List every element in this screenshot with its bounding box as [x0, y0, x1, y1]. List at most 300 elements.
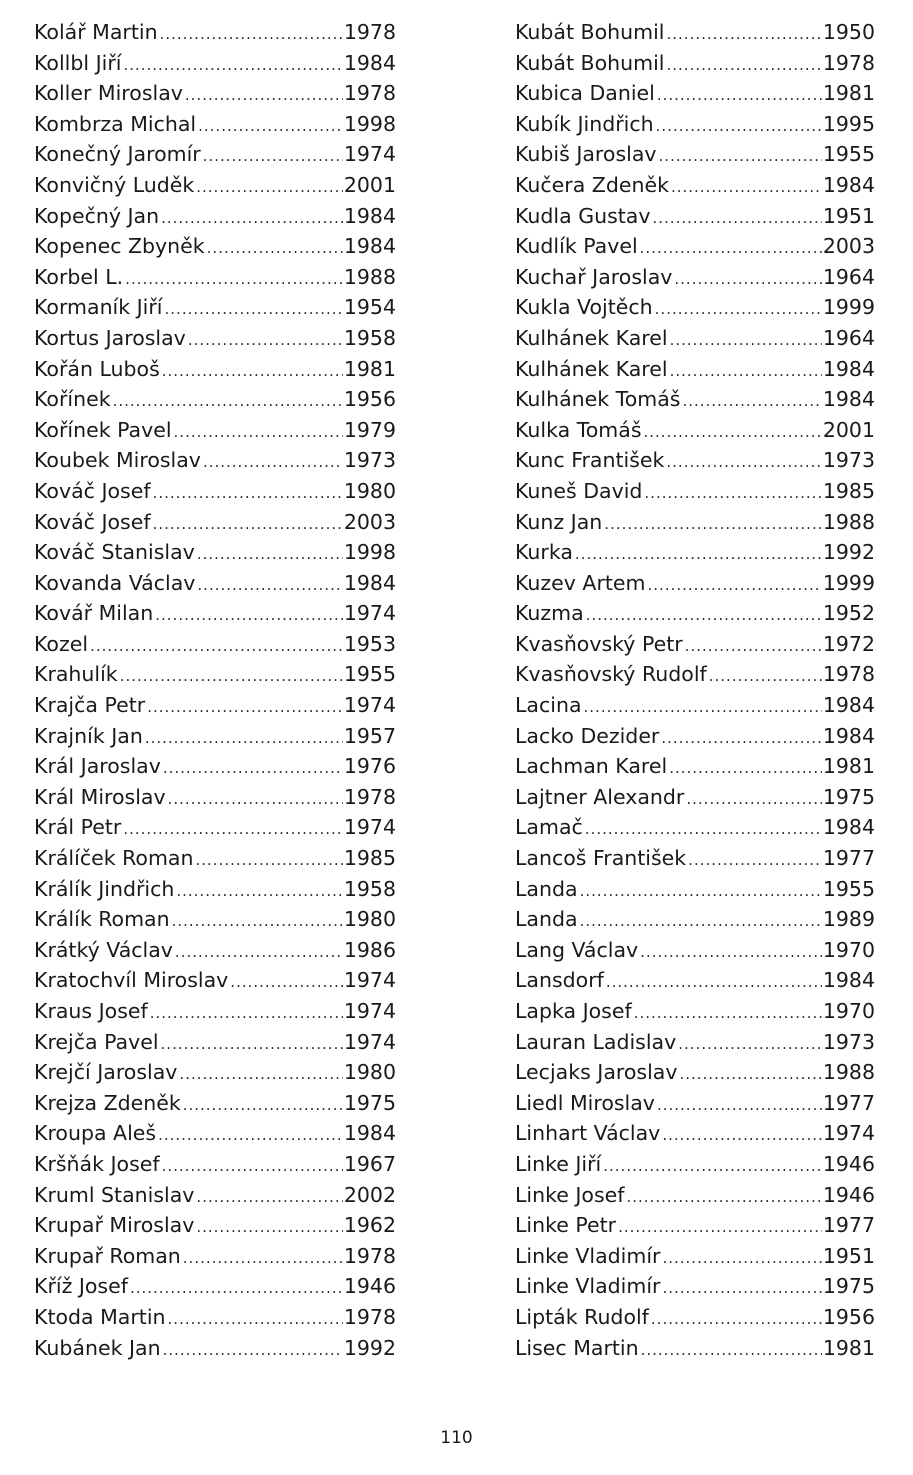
entry-name: Konvičný Luděk	[34, 172, 195, 197]
entry-year: 1974	[343, 968, 396, 993]
dot-leader	[179, 1059, 342, 1090]
dot-leader	[604, 509, 822, 540]
dot-leader	[183, 1090, 343, 1121]
dot-leader	[198, 111, 343, 142]
dot-leader	[606, 967, 822, 998]
entry-name: Kudla Gustav	[515, 203, 651, 228]
list-entry	[515, 445, 875, 476]
entry-year: 1964	[822, 325, 875, 350]
dot-leader	[686, 784, 821, 815]
entry-name: Kolář Martin	[34, 20, 158, 44]
entry-name: Krajník Jan	[34, 723, 143, 748]
dot-leader	[185, 80, 343, 111]
dot-leader	[203, 447, 343, 478]
entry-name: Kurka	[515, 540, 573, 565]
entry-name: Kratochvíl Miroslav	[34, 968, 229, 993]
list-entry	[515, 1149, 875, 1180]
entry-name: Lancoš František	[515, 846, 687, 871]
entry-year: 1978	[343, 1304, 396, 1329]
list-entry	[515, 1210, 875, 1241]
list-entry	[515, 629, 875, 660]
list-entry	[515, 598, 875, 629]
entry-year: 1978	[343, 20, 396, 44]
dot-leader	[653, 203, 822, 234]
dot-leader	[656, 111, 822, 142]
entry-year: 1953	[343, 631, 396, 656]
entry-name: Kuzev Artem	[515, 570, 646, 595]
entry-year: 1984	[343, 570, 396, 595]
dot-leader	[163, 753, 343, 784]
dot-leader	[188, 325, 343, 356]
entry-name: Konečný Jaromír	[34, 142, 201, 167]
entry-name: Kořán Luboš	[34, 356, 160, 381]
list-entry	[34, 690, 396, 721]
entry-year: 1970	[822, 999, 875, 1023]
list-entry	[34, 598, 396, 629]
entry-name: Kubiš Jaroslav	[515, 142, 657, 167]
name-list-right-column	[515, 17, 875, 1363]
entry-year: 1977	[822, 1213, 875, 1238]
dot-leader	[145, 723, 343, 754]
list-entry	[515, 384, 875, 415]
dot-leader	[155, 600, 343, 631]
dot-leader	[161, 1029, 343, 1060]
entry-name: Kruml Stanislav	[34, 1182, 195, 1207]
dot-leader	[150, 998, 343, 1029]
entry-name: Kováč Stanislav	[34, 540, 195, 565]
entry-name: Lachman Karel	[515, 754, 668, 779]
entry-name: Landa	[515, 876, 578, 901]
entry-year: 1975	[343, 1090, 396, 1115]
entry-year: 1999	[822, 570, 875, 595]
entry-year: 1970	[822, 937, 875, 962]
entry-name: Kulhánek Tomáš	[515, 387, 681, 412]
entry-year: 1955	[822, 876, 875, 901]
entry-year: 1978	[822, 662, 875, 687]
list-entry	[515, 1333, 875, 1364]
entry-name: Kováč Josef	[34, 478, 151, 503]
dot-leader	[125, 264, 343, 295]
entry-year: 1975	[822, 784, 875, 809]
list-entry	[515, 354, 875, 385]
list-entry	[515, 1241, 875, 1272]
dot-leader	[640, 937, 822, 968]
entry-name: Král Petr	[34, 815, 122, 840]
entry-year: 1998	[343, 540, 396, 565]
entry-year: 1956	[822, 1304, 875, 1329]
entry-year: 1984	[822, 968, 875, 993]
entry-name: Kvasňovský Rudolf	[515, 662, 707, 687]
entry-year: 1981	[343, 356, 396, 381]
dot-leader	[651, 1304, 822, 1335]
entry-name: Kulhánek Karel	[515, 356, 668, 381]
entry-year: 1988	[343, 264, 396, 289]
list-entry	[34, 1302, 396, 1333]
entry-year: 1980	[343, 907, 396, 932]
list-entry	[515, 1180, 875, 1211]
list-entry	[515, 659, 875, 690]
dot-leader	[662, 1243, 821, 1274]
entry-name: Kormaník Jiří	[34, 295, 163, 320]
entry-year: 1955	[822, 142, 875, 167]
dot-leader	[662, 1273, 821, 1304]
list-entry	[34, 812, 396, 843]
list-entry	[34, 1210, 396, 1241]
entry-name: Kudlík Pavel	[515, 234, 638, 259]
dot-leader	[671, 172, 822, 203]
dot-leader	[655, 294, 822, 325]
entry-name: Lecjaks Jaroslav	[515, 1060, 678, 1085]
list-entry	[515, 935, 875, 966]
list-entry	[515, 782, 875, 813]
list-entry	[515, 1118, 875, 1149]
entry-name: Kovanda Václav	[34, 570, 196, 595]
list-entry	[515, 996, 875, 1027]
dot-leader	[162, 1151, 343, 1182]
list-entry	[515, 231, 875, 262]
entry-name: Králík Roman	[34, 907, 170, 932]
list-entry	[34, 843, 396, 874]
dot-leader	[196, 172, 343, 203]
list-entry	[515, 874, 875, 905]
entry-name: Linke Vladimír	[515, 1243, 661, 1268]
list-entry	[515, 537, 875, 568]
entry-year: 1964	[822, 264, 875, 289]
entry-year: 1998	[343, 111, 396, 136]
entry-year: 1979	[343, 417, 396, 442]
dot-leader	[197, 570, 342, 601]
list-entry	[515, 323, 875, 354]
dot-leader	[648, 570, 822, 601]
entry-name: Kraus Josef	[34, 999, 148, 1023]
entry-year: 1985	[343, 846, 396, 871]
entry-name: Kříž Josef	[34, 1274, 128, 1299]
entry-name: Lisec Martin	[515, 1335, 639, 1360]
entry-year: 1984	[822, 815, 875, 840]
list-entry	[34, 1241, 396, 1272]
list-entry	[34, 1088, 396, 1119]
entry-name: Krejča Pavel	[34, 1029, 159, 1054]
dot-leader	[197, 539, 343, 570]
dot-leader	[667, 19, 822, 50]
entry-name: Kuneš David	[515, 478, 643, 503]
list-entry	[34, 17, 396, 48]
dot-leader	[709, 661, 822, 692]
entry-name: Kulka Tomáš	[515, 417, 642, 442]
list-entry	[34, 201, 396, 232]
list-entry	[34, 537, 396, 568]
dot-leader	[626, 1182, 821, 1213]
entry-year: 1950	[822, 20, 875, 44]
entry-name: Lapka Josef	[515, 999, 632, 1023]
entry-year: 1986	[343, 937, 396, 962]
list-entry	[34, 1057, 396, 1088]
list-entry	[515, 1302, 875, 1333]
entry-name: Kunc František	[515, 448, 665, 473]
entry-name: Král Jaroslav	[34, 754, 161, 779]
dot-leader	[670, 325, 822, 356]
list-entry	[34, 354, 396, 385]
dot-leader	[113, 386, 343, 417]
list-entry	[34, 1118, 396, 1149]
entry-year: 1973	[822, 448, 875, 473]
dot-leader	[640, 233, 822, 264]
entry-name: Kubánek Jan	[34, 1335, 161, 1360]
entry-year: 1984	[343, 50, 396, 75]
entry-year: 1972	[822, 631, 875, 656]
entry-name: Kováč Josef	[34, 509, 151, 534]
entry-name: Kopenec Zbyněk	[34, 234, 205, 259]
dot-leader	[120, 661, 343, 692]
dot-leader	[662, 1120, 822, 1151]
dot-leader	[174, 417, 343, 448]
entry-year: 1984	[343, 203, 396, 228]
entry-year: 1980	[343, 478, 396, 503]
entry-name: Kulhánek Karel	[515, 325, 668, 350]
entry-name: Kombrza Michal	[34, 111, 197, 136]
list-entry	[34, 782, 396, 813]
dot-leader	[670, 356, 822, 387]
dot-leader	[158, 1120, 343, 1151]
entry-name: Kučera Zdeněk	[515, 172, 669, 197]
entry-year: 1962	[343, 1213, 396, 1238]
dot-leader	[603, 1151, 822, 1182]
list-entry	[515, 812, 875, 843]
dot-leader	[176, 876, 342, 907]
entry-year: 1958	[343, 325, 396, 350]
list-entry	[515, 843, 875, 874]
dot-leader	[618, 1212, 822, 1243]
entry-year: 1981	[822, 1335, 875, 1360]
entry-name: Lacko Dezider	[515, 723, 660, 748]
entry-year: 1978	[343, 1243, 396, 1268]
entry-year: 1956	[343, 387, 396, 412]
list-entry	[34, 1333, 396, 1364]
entry-year: 1951	[822, 203, 875, 228]
entry-name: Kořínek	[34, 387, 111, 412]
entry-year: 1974	[343, 601, 396, 626]
entry-name: Lauran Ladislav	[515, 1029, 677, 1054]
entry-name: Koller Miroslav	[34, 81, 183, 106]
dot-leader	[644, 417, 822, 448]
dot-leader	[162, 356, 343, 387]
list-entry	[34, 323, 396, 354]
list-entry	[34, 507, 396, 538]
entry-year: 2001	[822, 417, 875, 442]
entry-name: Kovář Milan	[34, 601, 154, 626]
entry-year: 1989	[822, 907, 875, 932]
list-entry	[34, 965, 396, 996]
entry-name: Kunz Jan	[515, 509, 603, 534]
entry-year: 1955	[343, 662, 396, 687]
dot-leader	[230, 967, 343, 998]
dot-leader	[634, 998, 822, 1029]
dot-leader	[644, 478, 821, 509]
dot-leader	[183, 1243, 343, 1274]
page-number: 110	[440, 1428, 473, 1448]
dot-leader	[657, 1090, 822, 1121]
entry-name: Kubát Bohumil	[515, 20, 665, 44]
entry-year: 1984	[822, 723, 875, 748]
entry-name: Kortus Jaroslav	[34, 325, 186, 350]
entry-name: Koubek Miroslav	[34, 448, 201, 473]
entry-name: Linke Jiří	[515, 1151, 602, 1176]
dot-leader	[196, 845, 343, 876]
list-entry	[515, 690, 875, 721]
entry-year: 1951	[822, 1243, 875, 1268]
dot-leader	[641, 1335, 822, 1366]
entry-name: Ktoda Martin	[34, 1304, 166, 1329]
dot-leader	[678, 1029, 822, 1060]
entry-name: Krejza Zdeněk	[34, 1090, 181, 1115]
list-entry	[34, 904, 396, 935]
dot-leader	[575, 539, 822, 570]
entry-name: Králíček Roman	[34, 846, 194, 871]
entry-year: 1980	[343, 1060, 396, 1085]
entry-name: Linke Josef	[515, 1182, 625, 1207]
list-entry	[34, 78, 396, 109]
list-entry	[34, 48, 396, 79]
list-entry	[515, 476, 875, 507]
entry-year: 1976	[343, 754, 396, 779]
list-entry	[515, 568, 875, 599]
list-entry	[515, 109, 875, 140]
dot-leader	[585, 814, 822, 845]
dot-leader	[669, 753, 822, 784]
list-entry	[34, 1149, 396, 1180]
entry-year: 1975	[822, 1274, 875, 1299]
dot-leader	[123, 50, 342, 81]
list-entry	[34, 170, 396, 201]
dot-leader	[147, 692, 343, 723]
entry-year: 1999	[822, 295, 875, 320]
entry-name: Kuchař Jaroslav	[515, 264, 673, 289]
list-entry	[34, 415, 396, 446]
dot-leader	[682, 386, 821, 417]
entry-year: 1992	[343, 1335, 396, 1360]
dot-leader	[674, 264, 821, 295]
list-entry	[515, 1271, 875, 1302]
dot-leader	[153, 509, 343, 540]
dot-leader	[659, 141, 822, 172]
entry-year: 1946	[822, 1182, 875, 1207]
entry-name: Lamač	[515, 815, 583, 840]
list-entry	[515, 201, 875, 232]
dot-leader	[657, 80, 822, 111]
list-entry	[34, 384, 396, 415]
entry-name: Král Miroslav	[34, 784, 166, 809]
entry-name: Kollbl Jiří	[34, 50, 122, 75]
entry-year: 1995	[822, 111, 875, 136]
dot-leader	[661, 723, 821, 754]
entry-year: 1946	[822, 1151, 875, 1176]
list-entry	[34, 262, 396, 293]
entry-name: Krupař Roman	[34, 1243, 181, 1268]
entry-name: Kukla Vojtěch	[515, 295, 653, 320]
dot-leader	[123, 814, 342, 845]
entry-name: Lajtner Alexandr	[515, 784, 685, 809]
list-entry	[34, 445, 396, 476]
entry-name: Lipták Rudolf	[515, 1304, 649, 1329]
entry-name: Kuzma	[515, 601, 584, 626]
list-entry	[34, 874, 396, 905]
list-entry	[515, 48, 875, 79]
entry-name: Korbel L.	[34, 264, 124, 289]
dot-leader	[666, 447, 821, 478]
dot-leader	[580, 876, 822, 907]
entry-year: 1974	[822, 1121, 875, 1146]
entry-name: Krátký Václav	[34, 937, 173, 962]
name-list-left-column	[34, 17, 396, 1363]
list-entry	[515, 170, 875, 201]
list-entry	[515, 751, 875, 782]
entry-year: 1967	[343, 1151, 396, 1176]
list-entry	[34, 721, 396, 752]
entry-year: 1984	[822, 387, 875, 412]
dot-leader	[688, 845, 822, 876]
list-entry	[515, 292, 875, 323]
dot-leader	[196, 1212, 342, 1243]
list-entry	[515, 139, 875, 170]
entry-year: 2002	[343, 1182, 396, 1207]
entry-name: Kozel	[34, 631, 89, 656]
list-entry	[34, 231, 396, 262]
entry-name: Linke Petr	[515, 1213, 617, 1238]
list-entry	[34, 629, 396, 660]
list-entry	[515, 78, 875, 109]
dot-leader	[165, 294, 343, 325]
list-entry	[34, 139, 396, 170]
entry-year: 1984	[343, 1121, 396, 1146]
list-entry	[515, 1027, 875, 1058]
entry-year: 1958	[343, 876, 396, 901]
list-entry	[34, 935, 396, 966]
list-entry	[34, 476, 396, 507]
entry-year: 1977	[822, 1090, 875, 1115]
dot-leader	[584, 692, 822, 723]
entry-year: 1957	[343, 723, 396, 748]
entry-name: Krejčí Jaroslav	[34, 1060, 178, 1085]
entry-name: Linhart Václav	[515, 1121, 661, 1146]
entry-name: Kopečný Jan	[34, 203, 160, 228]
dot-leader	[163, 1335, 343, 1366]
entry-year: 1992	[822, 540, 875, 565]
list-entry	[34, 568, 396, 599]
list-entry	[34, 1180, 396, 1211]
list-entry	[515, 262, 875, 293]
entry-year: 1973	[822, 1029, 875, 1054]
dot-leader	[175, 937, 343, 968]
list-entry	[34, 1027, 396, 1058]
entry-name: Kořínek Pavel	[34, 417, 172, 442]
list-entry	[34, 659, 396, 690]
entry-year: 1977	[822, 846, 875, 871]
entry-name: Krahulík	[34, 662, 118, 687]
entry-year: 1954	[343, 295, 396, 320]
dot-leader	[168, 1304, 343, 1335]
list-entry	[515, 17, 875, 48]
entry-name: Kroupa Aleš	[34, 1121, 157, 1146]
list-entry	[515, 507, 875, 538]
dot-leader	[679, 1059, 821, 1090]
entry-name: Kubík Jindřich	[515, 111, 654, 136]
entry-name: Krajča Petr	[34, 693, 146, 718]
entry-year: 1988	[822, 509, 875, 534]
list-entry	[34, 292, 396, 323]
entry-year: 1988	[822, 1060, 875, 1085]
list-entry	[515, 721, 875, 752]
entry-year: 1981	[822, 754, 875, 779]
